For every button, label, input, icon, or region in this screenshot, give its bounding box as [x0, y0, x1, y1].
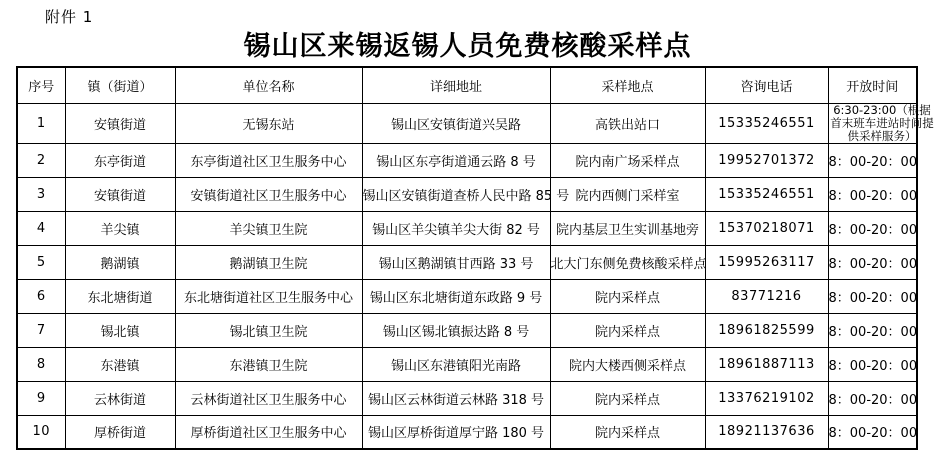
opening-hours-note: 6:30-23:00（根据首末班车进站时间提供采样服务）: [830, 102, 934, 143]
header-row: [17, 67, 917, 103]
table-cell: 3: [17, 177, 65, 211]
table-cell: 院内基层卫生实训基地旁: [550, 211, 705, 245]
table-cell: 院内大楼西侧采样点: [550, 347, 705, 381]
table-cell: 2: [17, 143, 65, 177]
table-cell: 19952701372: [705, 143, 828, 177]
table-cell: 东亭街道: [65, 143, 175, 177]
table-cell: 18961825599: [705, 313, 828, 347]
table-cell: 院内采样点: [550, 415, 705, 449]
table-cell: 羊尖镇: [65, 211, 175, 245]
table-cell: 安镇街道: [65, 177, 175, 211]
header-cell-phone: 咨询电话: [705, 67, 828, 103]
table-cell: 7: [17, 313, 65, 347]
table-cell: 15370218071: [705, 211, 828, 245]
table-cell: 安镇街道社区卫生服务中心: [175, 177, 362, 211]
attachment-label: 附件 1: [45, 8, 94, 26]
table-cell: 东北塘街道: [65, 279, 175, 313]
table-cell: 锡山区厚桥街道厚宁路 180 号: [362, 415, 550, 449]
table-cell: 8: [17, 347, 65, 381]
sampling-points-table: [16, 66, 934, 450]
table-row: [17, 245, 917, 279]
table-cell: 锡山区安镇街道查桥人民中路 85 号: [362, 177, 550, 211]
table-row: [17, 211, 917, 245]
table-cell: 东港镇: [65, 347, 175, 381]
table-cell: 1: [17, 103, 65, 143]
table-cell: 10: [17, 415, 65, 449]
table-cell: 锡山区东亭街道通云路 8 号: [362, 143, 550, 177]
table-cell: 院内南广场采样点: [550, 143, 705, 177]
table-row: [17, 177, 917, 211]
table-cell: 鹅湖镇卫生院: [175, 245, 362, 279]
table-row: [17, 313, 917, 347]
table-cell: 8：00-20：00: [828, 279, 917, 313]
table-cell: 15335246551: [705, 103, 828, 143]
header-cell-hours: 开放时间: [828, 67, 917, 103]
table-cell: 18961887113: [705, 347, 828, 381]
table-cell: 83771216: [705, 279, 828, 313]
table-row: [17, 103, 917, 143]
table-cell: [828, 102, 934, 143]
table-cell: 院内西侧门采样室: [550, 177, 705, 211]
table-cell: 8：00-20：00: [828, 211, 917, 245]
table-cell: 4: [17, 211, 65, 245]
page-title: 锡山区来锡返锡人员免费核酸采样点: [243, 31, 692, 62]
table-cell: 9: [17, 381, 65, 415]
table-cell: 院内采样点: [550, 279, 705, 313]
table-row: [17, 415, 917, 449]
table-row: [17, 381, 917, 415]
table-cell: 云林街道: [65, 381, 175, 415]
table-cell: 8：00-20：00: [828, 143, 917, 177]
table-cell: 13376219102: [705, 381, 828, 415]
header-cell-address: 详细地址: [362, 67, 550, 103]
table-cell: 高铁出站口: [550, 103, 705, 143]
table-cell: 锡北镇: [65, 313, 175, 347]
table-cell: 鹅湖镇: [65, 245, 175, 279]
header-cell-location: 采样地点: [550, 67, 705, 103]
table-cell: 锡山区锡北镇振达路 8 号: [362, 313, 550, 347]
table-cell: 东亭街道社区卫生服务中心: [175, 143, 362, 177]
table-cell: 8：00-20：00: [828, 415, 917, 449]
table-cell: 锡山区东港镇阳光南路: [362, 347, 550, 381]
table-cell: 羊尖镇卫生院: [175, 211, 362, 245]
header-cell-serial: 序号: [17, 67, 65, 103]
header-cell-unit: 单位名称: [175, 67, 362, 103]
table-cell: 18921137636: [705, 415, 828, 449]
table-cell: 无锡东站: [175, 103, 362, 143]
table-cell: 5: [17, 245, 65, 279]
table-cell: 云林街道社区卫生服务中心: [175, 381, 362, 415]
table-row: [17, 279, 917, 313]
table-cell: 6: [17, 279, 65, 313]
table-cell: 15995263117: [705, 245, 828, 279]
table-cell: 安镇街道: [65, 103, 175, 143]
header-cell-town: 镇（街道）: [65, 67, 175, 103]
table-cell: 锡山区羊尖镇羊尖大街 82 号: [362, 211, 550, 245]
table-cell: 8：00-20：00: [828, 381, 917, 415]
table-cell: 北大门东侧免费核酸采样点: [550, 245, 705, 279]
table-cell: 东北塘街道社区卫生服务中心: [175, 279, 362, 313]
table-cell: 院内采样点: [550, 381, 705, 415]
table-cell: 厚桥街道社区卫生服务中心: [175, 415, 362, 449]
table-cell: 锡山区东北塘街道东政路 9 号: [362, 279, 550, 313]
table-cell: 厚桥街道: [65, 415, 175, 449]
table-cell: 锡山区鹅湖镇甘西路 33 号: [362, 245, 550, 279]
table-cell: 8：00-20：00: [828, 313, 917, 347]
table-cell: 8：00-20：00: [828, 347, 917, 381]
table-cell: 锡北镇卫生院: [175, 313, 362, 347]
table-cell: 锡山区云林街道云林路 318 号: [362, 381, 550, 415]
table-cell: 8：00-20：00: [828, 245, 917, 279]
table-cell: 东港镇卫生院: [175, 347, 362, 381]
table-row: [17, 143, 917, 177]
table-cell: 15335246551: [705, 177, 828, 211]
table-cell: 锡山区安镇街道兴吴路: [362, 103, 550, 143]
table-cell: 8：00-20：00: [828, 177, 917, 211]
table-row: [17, 347, 917, 381]
table-cell: 院内采样点: [550, 313, 705, 347]
